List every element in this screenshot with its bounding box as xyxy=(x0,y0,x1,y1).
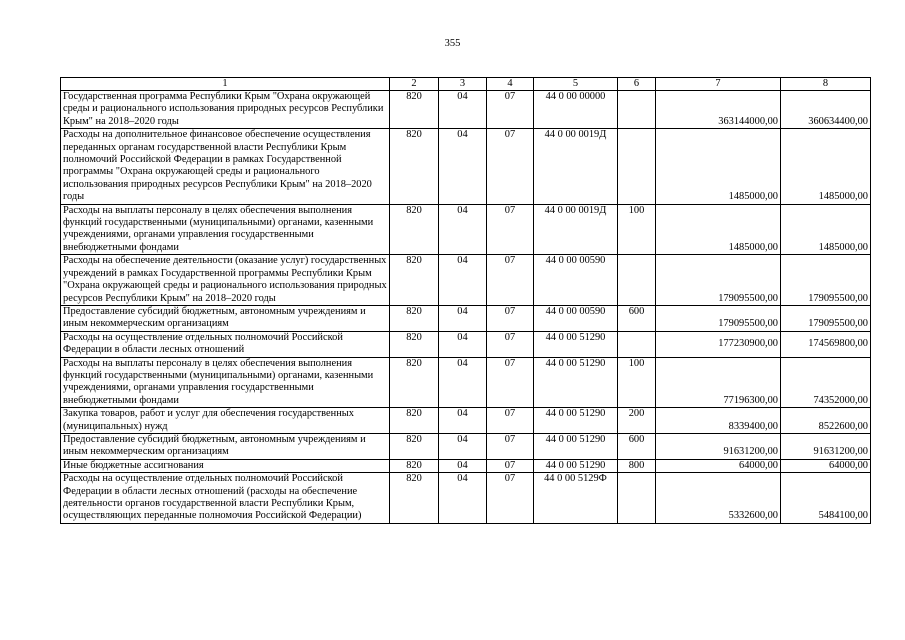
row-expense-type-cell: 600 xyxy=(618,305,656,331)
row-name-cell xyxy=(61,357,390,408)
table-row xyxy=(61,357,871,408)
row-expense-type-cell xyxy=(618,91,656,129)
row-target-article-cell: 44 0 00 51290 xyxy=(534,433,618,459)
row-name: Расходы на выплаты персоналу в целях обеспечения выполнения функций государственными (муниципальными) органами, казенными учреждениями, органами управления государственными внебюджетными фондами xyxy=(63,357,374,406)
header-cell: 8 xyxy=(781,78,871,91)
header-cell: 6 xyxy=(618,78,656,91)
header-cell: 7 xyxy=(656,78,781,91)
row-amount-2019-cell: 1485000,00 xyxy=(656,129,781,204)
table-row xyxy=(61,433,871,459)
row-amount-2019-cell: 77196300,00 xyxy=(656,357,781,408)
row-code-cell: 820 xyxy=(390,357,439,408)
row-code-cell: 820 xyxy=(390,408,439,434)
header-cell: 5 xyxy=(534,78,618,91)
row-target-article-cell: 44 0 00 5129Ф xyxy=(534,473,618,524)
table-row xyxy=(61,129,871,204)
row-amount-2019-cell: 5332600,00 xyxy=(656,473,781,524)
row-expense-type-cell: 600 xyxy=(618,433,656,459)
row-amount-2020-cell: 179095500,00 xyxy=(781,255,871,306)
table-row xyxy=(61,305,871,331)
row-name: Расходы на осуществление отдельных полномочий Российской Федерации в области лесных отношений xyxy=(63,331,343,356)
row-code-cell: 820 xyxy=(390,305,439,331)
row-name-cell xyxy=(61,408,390,434)
row-code-cell: 820 xyxy=(390,473,439,524)
row-section-cell: 04 xyxy=(439,459,487,472)
row-amount-2020-cell: 174569800,00 xyxy=(781,331,871,357)
row-amount-2020-cell: 1485000,00 xyxy=(781,204,871,255)
header-cell: 1 xyxy=(61,78,390,91)
row-amount-2019-cell: 64000,00 xyxy=(656,459,781,472)
row-subsection-cell: 07 xyxy=(487,305,534,331)
row-name-cell xyxy=(61,91,390,129)
row-expense-type-cell: 100 xyxy=(618,357,656,408)
row-target-article-cell: 44 0 00 00590 xyxy=(534,305,618,331)
row-name: Расходы на выплаты персоналу в целях обеспечения выполнения функций государственными (муниципальными) органами, казенными учреждениями, органами управления государственными внебюджетными фондами xyxy=(63,204,374,253)
row-name-cell xyxy=(61,459,390,472)
row-subsection-cell: 07 xyxy=(487,408,534,434)
table-row xyxy=(61,331,871,357)
row-name: Иные бюджетные ассигнования xyxy=(63,459,204,471)
row-expense-type-cell: 800 xyxy=(618,459,656,472)
row-amount-2020-cell: 91631200,00 xyxy=(781,433,871,459)
table-row xyxy=(61,91,871,129)
row-name: Государственная программа Республики Крым "Охрана окружающей среды и рационального использования природных ресурсов Республики Крым" на 2018–2020 годы xyxy=(63,91,384,127)
row-section-cell: 04 xyxy=(439,357,487,408)
row-name: Предоставление субсидий бюджетным, автономным учреждениям и иным некоммерческим организациям xyxy=(63,305,366,330)
row-amount-2019-cell: 91631200,00 xyxy=(656,433,781,459)
budget-table xyxy=(60,77,871,524)
row-subsection-cell: 07 xyxy=(487,255,534,306)
row-section-cell: 04 xyxy=(439,129,487,204)
row-section-cell: 04 xyxy=(439,305,487,331)
table-row xyxy=(61,204,871,255)
row-expense-type-cell xyxy=(618,129,656,204)
row-subsection-cell: 07 xyxy=(487,433,534,459)
row-code-cell: 820 xyxy=(390,91,439,129)
table-row xyxy=(61,255,871,306)
table-row xyxy=(61,408,871,434)
row-subsection-cell: 07 xyxy=(487,473,534,524)
header-cell: 4 xyxy=(487,78,534,91)
row-section-cell: 04 xyxy=(439,473,487,524)
row-code-cell: 820 xyxy=(390,433,439,459)
row-target-article-cell: 44 0 00 00590 xyxy=(534,255,618,306)
table-row xyxy=(61,459,871,472)
row-code-cell: 820 xyxy=(390,331,439,357)
row-amount-2019-cell: 179095500,00 xyxy=(656,305,781,331)
row-name-cell xyxy=(61,473,390,524)
row-target-article-cell: 44 0 00 51290 xyxy=(534,408,618,434)
row-section-cell: 04 xyxy=(439,204,487,255)
row-expense-type-cell xyxy=(618,331,656,357)
row-amount-2020-cell: 1485000,00 xyxy=(781,129,871,204)
row-name-cell xyxy=(61,204,390,255)
row-name: Закупка товаров, работ и услуг для обеспечения государственных (муниципальных) нужд xyxy=(63,408,354,432)
row-amount-2020-cell: 74352000,00 xyxy=(781,357,871,408)
row-name-cell xyxy=(61,129,390,204)
row-target-article-cell: 44 0 00 0019Д xyxy=(534,129,618,204)
row-subsection-cell: 07 xyxy=(487,459,534,472)
row-target-article-cell: 44 0 00 0019Д xyxy=(534,204,618,255)
row-section-cell: 04 xyxy=(439,331,487,357)
header-cell: 3 xyxy=(439,78,487,91)
row-name-cell xyxy=(61,331,390,357)
row-section-cell: 04 xyxy=(439,433,487,459)
row-section-cell: 04 xyxy=(439,408,487,434)
row-amount-2020-cell: 8522600,00 xyxy=(781,408,871,434)
row-name: Расходы на осуществление отдельных полномочий Российской Федерации в области лесных отношений (расходы на обеспечение деятельности органов государственной власти Республики Крым, осуществляющих переданные полномочия Российской Федерации) xyxy=(63,473,362,522)
row-amount-2019-cell: 363144000,00 xyxy=(656,91,781,129)
row-name-cell xyxy=(61,305,390,331)
row-amount-2020-cell: 360634400,00 xyxy=(781,91,871,129)
row-name: Расходы на дополнительное финансовое обеспечение осуществления переданных органам государственной власти Республики Крым полномочий Российской Федерации в рамках Государственной программы "Охрана окружающей среды и рационального использования природных ресурсов Республики Крым" на 2018–2020 годы xyxy=(63,129,372,203)
row-amount-2020-cell: 179095500,00 xyxy=(781,305,871,331)
row-target-article-cell: 44 0 00 51290 xyxy=(534,331,618,357)
row-amount-2019-cell: 1485000,00 xyxy=(656,204,781,255)
row-subsection-cell: 07 xyxy=(487,357,534,408)
row-name: Предоставление субсидий бюджетным, автономным учреждениям и иным некоммерческим организациям xyxy=(63,433,366,458)
row-expense-type-cell xyxy=(618,473,656,524)
row-expense-type-cell: 200 xyxy=(618,408,656,434)
row-expense-type-cell xyxy=(618,255,656,306)
row-code-cell: 820 xyxy=(390,459,439,472)
row-section-cell: 04 xyxy=(439,255,487,306)
row-target-article-cell: 44 0 00 00000 xyxy=(534,91,618,129)
row-expense-type-cell: 100 xyxy=(618,204,656,255)
row-amount-2020-cell: 5484100,00 xyxy=(781,473,871,524)
row-amount-2020-cell: 64000,00 xyxy=(781,459,871,472)
row-target-article-cell: 44 0 00 51290 xyxy=(534,459,618,472)
row-subsection-cell: 07 xyxy=(487,91,534,129)
row-target-article-cell: 44 0 00 51290 xyxy=(534,357,618,408)
row-amount-2019-cell: 177230900,00 xyxy=(656,331,781,357)
row-code-cell: 820 xyxy=(390,255,439,306)
row-code-cell: 820 xyxy=(390,129,439,204)
table-header-row xyxy=(61,78,871,91)
row-subsection-cell: 07 xyxy=(487,129,534,204)
row-section-cell: 04 xyxy=(439,91,487,129)
table-row xyxy=(61,473,871,524)
row-amount-2019-cell: 8339400,00 xyxy=(656,408,781,434)
header-cell: 2 xyxy=(390,78,439,91)
row-name-cell xyxy=(61,255,390,306)
row-subsection-cell: 07 xyxy=(487,331,534,357)
page-number: 355 xyxy=(444,38,461,49)
row-name: Расходы на обеспечение деятельности (оказание услуг) государственных учреждений в рамках Государственной программы Республики Крым "Охрана окружающей среды и рационального использования природных ресурсов Республики Крым" на 2018–2020 годы xyxy=(63,255,387,304)
row-amount-2019-cell: 179095500,00 xyxy=(656,255,781,306)
row-name-cell xyxy=(61,433,390,459)
row-subsection-cell: 07 xyxy=(487,204,534,255)
row-code-cell: 820 xyxy=(390,204,439,255)
